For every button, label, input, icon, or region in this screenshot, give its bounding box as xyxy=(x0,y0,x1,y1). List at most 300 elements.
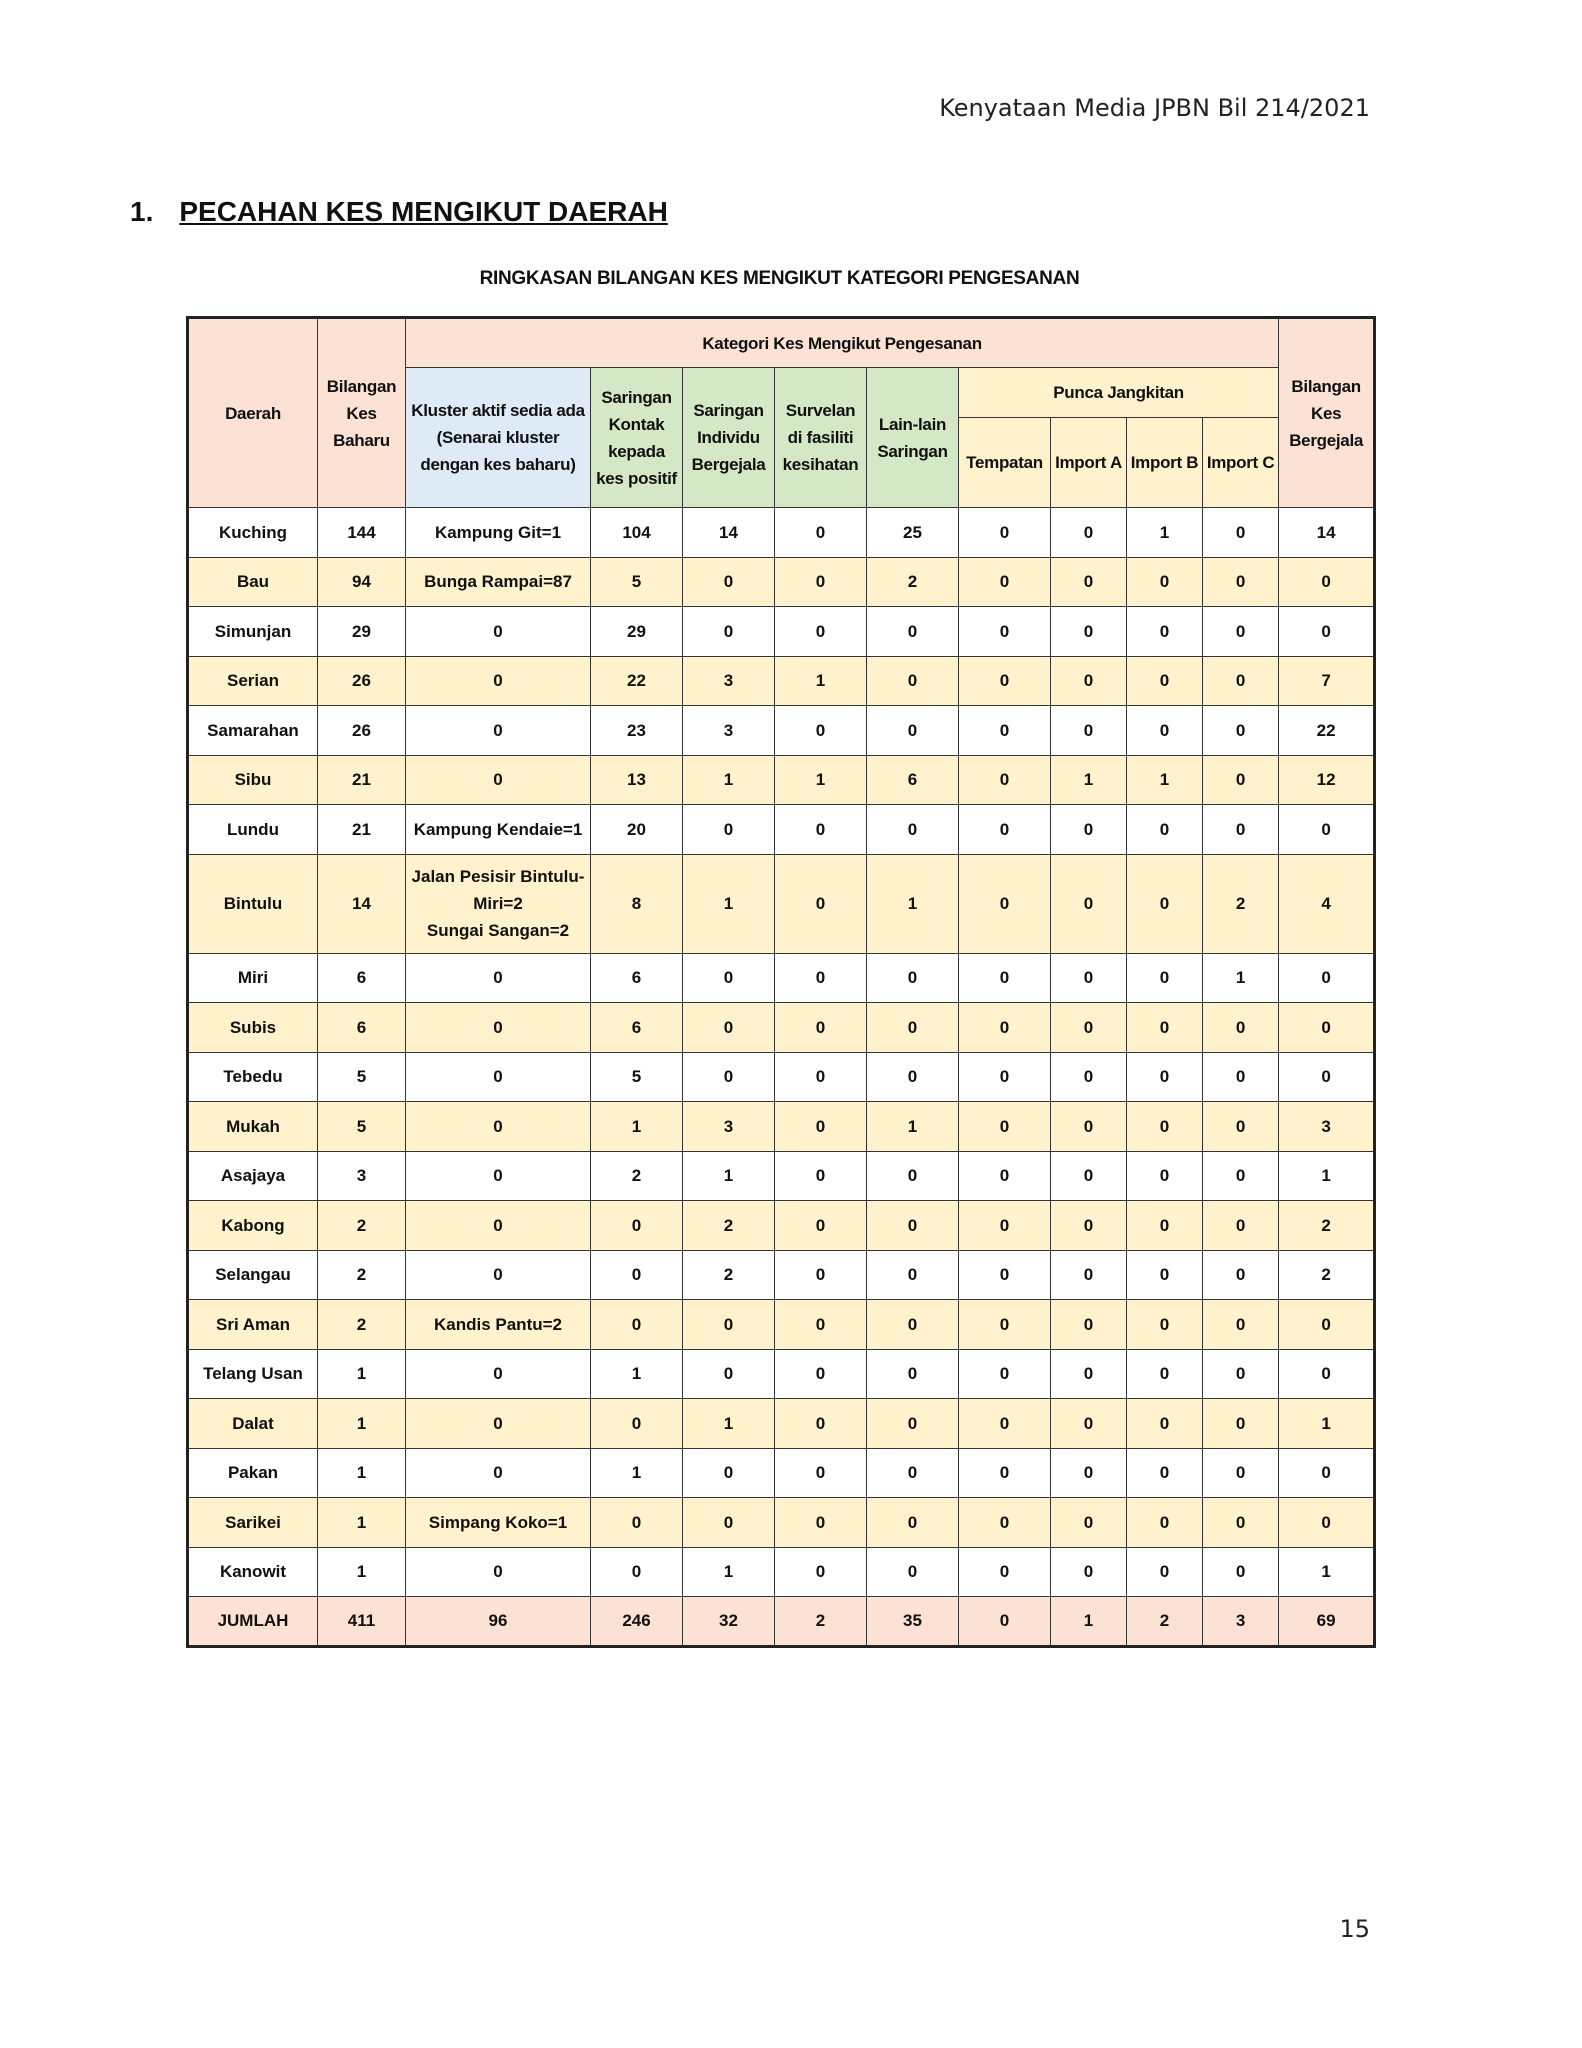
document-reference: Kenyataan Media JPBN Bil 214/2021 xyxy=(939,94,1370,122)
cell-saringan-individu: 0 xyxy=(683,1052,775,1102)
cell-import-b: 0 xyxy=(1127,557,1203,607)
total-survelan: 2 xyxy=(775,1597,867,1647)
cell-bilangan-kes-baharu: 21 xyxy=(318,755,406,805)
cell-survelan: 1 xyxy=(775,755,867,805)
cell-saringan-kontak: 0 xyxy=(591,1547,683,1597)
cell-bilangan-kes-baharu: 2 xyxy=(318,1250,406,1300)
cell-survelan: 0 xyxy=(775,1052,867,1102)
cell-bilangan-kes-bergejala: 0 xyxy=(1279,1349,1375,1399)
header-survelan: Survelan di fasiliti kesihatan xyxy=(775,368,867,508)
header-lain-lain: Lain-lain Saringan xyxy=(867,368,959,508)
table-row xyxy=(188,706,1375,756)
cell-tempatan: 0 xyxy=(959,1349,1051,1399)
cell-import-b: 0 xyxy=(1127,656,1203,706)
cell-daerah: Sarikei xyxy=(188,1498,318,1548)
cell-import-b: 0 xyxy=(1127,1102,1203,1152)
cell-daerah: Dalat xyxy=(188,1399,318,1449)
cell-daerah: Pakan xyxy=(188,1448,318,1498)
cell-saringan-individu: 0 xyxy=(683,1349,775,1399)
cell-daerah: Lundu xyxy=(188,805,318,855)
cell-import-b: 0 xyxy=(1127,1052,1203,1102)
header-import-b: Import B xyxy=(1127,418,1203,508)
cell-import-b: 0 xyxy=(1127,1399,1203,1449)
table-row xyxy=(188,953,1375,1003)
cell-kluster: 0 xyxy=(406,1102,591,1152)
cell-import-a: 0 xyxy=(1051,656,1127,706)
total-bilangan-kes-bergejala: 69 xyxy=(1279,1597,1375,1647)
cell-bilangan-kes-baharu: 5 xyxy=(318,1102,406,1152)
cell-tempatan: 0 xyxy=(959,1003,1051,1053)
total-saringan-kontak: 246 xyxy=(591,1597,683,1647)
cell-saringan-individu: 1 xyxy=(683,1399,775,1449)
cell-bilangan-kes-baharu: 21 xyxy=(318,805,406,855)
cell-survelan: 0 xyxy=(775,953,867,1003)
cell-bilangan-kes-baharu: 6 xyxy=(318,1003,406,1053)
cell-saringan-kontak: 0 xyxy=(591,1201,683,1251)
cell-bilangan-kes-bergejala: 3 xyxy=(1279,1102,1375,1152)
cell-bilangan-kes-bergejala: 0 xyxy=(1279,607,1375,657)
cell-bilangan-kes-bergejala: 0 xyxy=(1279,805,1375,855)
table-row xyxy=(188,1052,1375,1102)
cell-import-b: 0 xyxy=(1127,607,1203,657)
cell-survelan: 0 xyxy=(775,854,867,953)
cell-bilangan-kes-bergejala: 14 xyxy=(1279,508,1375,558)
cell-saringan-individu: 3 xyxy=(683,656,775,706)
cell-lain-lain: 0 xyxy=(867,1448,959,1498)
cell-bilangan-kes-bergejala: 0 xyxy=(1279,1003,1375,1053)
cell-saringan-kontak: 23 xyxy=(591,706,683,756)
cell-kluster: Kandis Pantu=2 xyxy=(406,1300,591,1350)
table-row xyxy=(188,805,1375,855)
cell-tempatan: 0 xyxy=(959,1250,1051,1300)
cell-lain-lain: 0 xyxy=(867,953,959,1003)
table-row xyxy=(188,607,1375,657)
cell-saringan-kontak: 0 xyxy=(591,1250,683,1300)
cell-bilangan-kes-baharu: 1 xyxy=(318,1448,406,1498)
cell-import-a: 0 xyxy=(1051,854,1127,953)
cell-import-b: 1 xyxy=(1127,508,1203,558)
cell-import-c: 0 xyxy=(1203,1498,1279,1548)
cell-import-a: 0 xyxy=(1051,706,1127,756)
cell-saringan-individu: 0 xyxy=(683,1498,775,1548)
cell-import-c: 0 xyxy=(1203,1250,1279,1300)
header-saringan-individu: Saringan Individu Bergejala xyxy=(683,368,775,508)
cell-import-a: 0 xyxy=(1051,1349,1127,1399)
cell-daerah: Kabong xyxy=(188,1201,318,1251)
cell-saringan-kontak: 5 xyxy=(591,557,683,607)
cell-import-b: 0 xyxy=(1127,1201,1203,1251)
header-bilangan-kes-baharu: Bilangan Kes Baharu xyxy=(318,318,406,508)
cell-saringan-kontak: 6 xyxy=(591,1003,683,1053)
cell-import-c: 0 xyxy=(1203,607,1279,657)
cell-kluster: 0 xyxy=(406,755,591,805)
cell-import-c: 0 xyxy=(1203,1052,1279,1102)
cell-bilangan-kes-baharu: 14 xyxy=(318,854,406,953)
cell-lain-lain: 0 xyxy=(867,1250,959,1300)
cell-tempatan: 0 xyxy=(959,1547,1051,1597)
cell-tempatan: 0 xyxy=(959,1151,1051,1201)
cell-tempatan: 0 xyxy=(959,1201,1051,1251)
cell-tempatan: 0 xyxy=(959,1399,1051,1449)
cell-lain-lain: 0 xyxy=(867,1300,959,1350)
total-row xyxy=(188,1597,1375,1647)
cell-lain-lain: 0 xyxy=(867,1151,959,1201)
cell-saringan-kontak: 0 xyxy=(591,1399,683,1449)
cell-saringan-kontak: 13 xyxy=(591,755,683,805)
cell-survelan: 0 xyxy=(775,1151,867,1201)
table-row xyxy=(188,1300,1375,1350)
cell-tempatan: 0 xyxy=(959,1498,1051,1548)
header-import-a: Import A xyxy=(1051,418,1127,508)
cell-bilangan-kes-baharu: 94 xyxy=(318,557,406,607)
cell-bilangan-kes-baharu: 144 xyxy=(318,508,406,558)
cell-import-a: 0 xyxy=(1051,1448,1127,1498)
cell-daerah: Telang Usan xyxy=(188,1349,318,1399)
cell-bilangan-kes-bergejala: 0 xyxy=(1279,1448,1375,1498)
cell-daerah: Kuching xyxy=(188,508,318,558)
cases-table xyxy=(186,316,1376,1648)
header-kluster: Kluster aktif sedia ada (Senarai kluster dengan kes baharu) xyxy=(406,368,591,508)
cell-survelan: 0 xyxy=(775,607,867,657)
total-daerah: JUMLAH xyxy=(188,1597,318,1647)
table-row xyxy=(188,1151,1375,1201)
cell-import-c: 0 xyxy=(1203,755,1279,805)
cell-bilangan-kes-baharu: 29 xyxy=(318,607,406,657)
cell-lain-lain: 0 xyxy=(867,706,959,756)
cell-survelan: 0 xyxy=(775,1547,867,1597)
cell-kluster: 0 xyxy=(406,607,591,657)
cell-saringan-kontak: 0 xyxy=(591,1300,683,1350)
cell-import-c: 0 xyxy=(1203,508,1279,558)
cell-import-a: 1 xyxy=(1051,755,1127,805)
cell-kluster: 0 xyxy=(406,1250,591,1300)
table-row xyxy=(188,1448,1375,1498)
cell-bilangan-kes-baharu: 2 xyxy=(318,1300,406,1350)
cell-daerah: Serian xyxy=(188,656,318,706)
cell-import-b: 1 xyxy=(1127,755,1203,805)
cell-lain-lain: 0 xyxy=(867,1498,959,1548)
cell-bilangan-kes-baharu: 2 xyxy=(318,1201,406,1251)
cell-bilangan-kes-bergejala: 4 xyxy=(1279,854,1375,953)
cell-tempatan: 0 xyxy=(959,854,1051,953)
cell-import-a: 0 xyxy=(1051,1300,1127,1350)
cell-saringan-kontak: 22 xyxy=(591,656,683,706)
cell-import-b: 0 xyxy=(1127,854,1203,953)
cell-saringan-kontak: 1 xyxy=(591,1102,683,1152)
cell-saringan-individu: 3 xyxy=(683,706,775,756)
cell-import-b: 0 xyxy=(1127,1448,1203,1498)
table-row xyxy=(188,1102,1375,1152)
cell-saringan-individu: 2 xyxy=(683,1250,775,1300)
table-caption: RINGKASAN BILANGAN KES MENGIKUT KATEGORI PENGESANAN xyxy=(479,268,1080,289)
cell-saringan-individu: 1 xyxy=(683,755,775,805)
table-row xyxy=(188,755,1375,805)
cell-bilangan-kes-bergejala: 0 xyxy=(1279,1300,1375,1350)
cell-lain-lain: 1 xyxy=(867,854,959,953)
cell-survelan: 0 xyxy=(775,1498,867,1548)
cell-bilangan-kes-baharu: 1 xyxy=(318,1498,406,1548)
cell-saringan-individu: 0 xyxy=(683,557,775,607)
cell-kluster: 0 xyxy=(406,1399,591,1449)
cell-saringan-individu: 0 xyxy=(683,1448,775,1498)
cell-import-c: 0 xyxy=(1203,1003,1279,1053)
cell-import-a: 0 xyxy=(1051,1201,1127,1251)
cell-kluster: Kampung Git=1 xyxy=(406,508,591,558)
cell-saringan-kontak: 1 xyxy=(591,1349,683,1399)
cell-saringan-individu: 0 xyxy=(683,1300,775,1350)
cell-kluster: 0 xyxy=(406,1052,591,1102)
cell-saringan-individu: 0 xyxy=(683,607,775,657)
section-title: PECAHAN KES MENGIKUT DAERAH xyxy=(179,196,668,227)
cell-survelan: 0 xyxy=(775,1349,867,1399)
cell-import-c: 1 xyxy=(1203,953,1279,1003)
cell-tempatan: 0 xyxy=(959,508,1051,558)
cell-bilangan-kes-bergejala: 2 xyxy=(1279,1250,1375,1300)
cell-kluster: Jalan Pesisir Bintulu-Miri=2 Sungai Sangan=2 xyxy=(406,854,591,953)
cell-import-a: 0 xyxy=(1051,1151,1127,1201)
cell-daerah: Miri xyxy=(188,953,318,1003)
cell-kluster: 0 xyxy=(406,656,591,706)
total-kluster: 96 xyxy=(406,1597,591,1647)
cell-tempatan: 0 xyxy=(959,1300,1051,1350)
table-row xyxy=(188,1349,1375,1399)
table-row xyxy=(188,1399,1375,1449)
cell-kluster: 0 xyxy=(406,1448,591,1498)
cell-import-a: 0 xyxy=(1051,1250,1127,1300)
cell-kluster: 0 xyxy=(406,1151,591,1201)
cell-survelan: 0 xyxy=(775,1250,867,1300)
cell-survelan: 0 xyxy=(775,1300,867,1350)
cell-saringan-kontak: 2 xyxy=(591,1151,683,1201)
cell-survelan: 0 xyxy=(775,1003,867,1053)
cell-bilangan-kes-bergejala: 1 xyxy=(1279,1547,1375,1597)
cell-import-c: 0 xyxy=(1203,1547,1279,1597)
cell-saringan-kontak: 0 xyxy=(591,1498,683,1548)
cell-kluster: 0 xyxy=(406,1547,591,1597)
cell-import-b: 0 xyxy=(1127,1300,1203,1350)
total-tempatan: 0 xyxy=(959,1597,1051,1647)
cell-tempatan: 0 xyxy=(959,755,1051,805)
cell-lain-lain: 0 xyxy=(867,1201,959,1251)
cell-import-c: 0 xyxy=(1203,1448,1279,1498)
header-bilangan-kes-bergejala: Bilangan Kes Bergejala xyxy=(1279,318,1375,508)
cell-daerah: Sri Aman xyxy=(188,1300,318,1350)
cell-bilangan-kes-bergejala: 0 xyxy=(1279,1498,1375,1548)
cell-tempatan: 0 xyxy=(959,953,1051,1003)
cell-kluster: Simpang Koko=1 xyxy=(406,1498,591,1548)
cell-survelan: 0 xyxy=(775,508,867,558)
cell-lain-lain: 0 xyxy=(867,656,959,706)
cell-saringan-kontak: 20 xyxy=(591,805,683,855)
cell-import-a: 0 xyxy=(1051,953,1127,1003)
cell-bilangan-kes-baharu: 3 xyxy=(318,1151,406,1201)
cell-bilangan-kes-baharu: 1 xyxy=(318,1547,406,1597)
cell-saringan-kontak: 6 xyxy=(591,953,683,1003)
cell-kluster: 0 xyxy=(406,953,591,1003)
cell-lain-lain: 6 xyxy=(867,755,959,805)
cell-import-b: 0 xyxy=(1127,805,1203,855)
cell-import-c: 0 xyxy=(1203,805,1279,855)
cell-import-a: 0 xyxy=(1051,1052,1127,1102)
table-row xyxy=(188,508,1375,558)
cell-saringan-individu: 1 xyxy=(683,1547,775,1597)
table-row xyxy=(188,1498,1375,1548)
table-row xyxy=(188,1250,1375,1300)
cell-import-b: 0 xyxy=(1127,706,1203,756)
cell-import-a: 0 xyxy=(1051,1399,1127,1449)
cell-lain-lain: 0 xyxy=(867,1547,959,1597)
cell-saringan-individu: 0 xyxy=(683,805,775,855)
cell-import-c: 0 xyxy=(1203,557,1279,607)
table-row xyxy=(188,1003,1375,1053)
cell-bilangan-kes-bergejala: 2 xyxy=(1279,1201,1375,1251)
cell-lain-lain: 2 xyxy=(867,557,959,607)
cell-bilangan-kes-baharu: 26 xyxy=(318,656,406,706)
cell-daerah: Mukah xyxy=(188,1102,318,1152)
cell-import-a: 0 xyxy=(1051,557,1127,607)
cell-bilangan-kes-baharu: 6 xyxy=(318,953,406,1003)
cell-tempatan: 0 xyxy=(959,1102,1051,1152)
cell-bilangan-kes-bergejala: 12 xyxy=(1279,755,1375,805)
cell-bilangan-kes-bergejala: 0 xyxy=(1279,557,1375,607)
cell-import-a: 0 xyxy=(1051,607,1127,657)
cell-tempatan: 0 xyxy=(959,1448,1051,1498)
cell-survelan: 0 xyxy=(775,1102,867,1152)
cell-saringan-individu: 2 xyxy=(683,1201,775,1251)
cell-bilangan-kes-bergejala: 7 xyxy=(1279,656,1375,706)
cell-survelan: 0 xyxy=(775,1201,867,1251)
cell-bilangan-kes-bergejala: 0 xyxy=(1279,1052,1375,1102)
cell-import-a: 0 xyxy=(1051,508,1127,558)
cell-daerah: Selangau xyxy=(188,1250,318,1300)
table-row xyxy=(188,557,1375,607)
table-row xyxy=(188,1547,1375,1597)
cell-kluster: 0 xyxy=(406,706,591,756)
cell-saringan-individu: 0 xyxy=(683,1003,775,1053)
cell-bilangan-kes-baharu: 26 xyxy=(318,706,406,756)
cell-bilangan-kes-bergejala: 1 xyxy=(1279,1151,1375,1201)
cell-import-a: 0 xyxy=(1051,1003,1127,1053)
cell-kluster: 0 xyxy=(406,1201,591,1251)
cell-lain-lain: 0 xyxy=(867,1399,959,1449)
header-saringan-kontak: Saringan Kontak kepada kes positif xyxy=(591,368,683,508)
cell-bilangan-kes-bergejala: 0 xyxy=(1279,953,1375,1003)
cell-import-c: 0 xyxy=(1203,1349,1279,1399)
table-body xyxy=(188,508,1375,1647)
header-punca-jangkitan: Punca Jangkitan xyxy=(959,368,1279,418)
cell-kluster: Kampung Kendaie=1 xyxy=(406,805,591,855)
cell-saringan-individu: 14 xyxy=(683,508,775,558)
cell-import-a: 0 xyxy=(1051,805,1127,855)
cell-daerah: Simunjan xyxy=(188,607,318,657)
cell-tempatan: 0 xyxy=(959,706,1051,756)
cell-import-c: 0 xyxy=(1203,1151,1279,1201)
cell-saringan-kontak: 5 xyxy=(591,1052,683,1102)
header-import-c: Import C xyxy=(1203,418,1279,508)
total-import-b: 2 xyxy=(1127,1597,1203,1647)
cell-lain-lain: 25 xyxy=(867,508,959,558)
cell-tempatan: 0 xyxy=(959,1052,1051,1102)
cell-import-b: 0 xyxy=(1127,1349,1203,1399)
cell-lain-lain: 0 xyxy=(867,607,959,657)
cell-bilangan-kes-bergejala: 22 xyxy=(1279,706,1375,756)
cell-daerah: Tebedu xyxy=(188,1052,318,1102)
cell-import-c: 0 xyxy=(1203,1201,1279,1251)
cell-daerah: Bintulu xyxy=(188,854,318,953)
cell-tempatan: 0 xyxy=(959,805,1051,855)
cell-saringan-individu: 1 xyxy=(683,854,775,953)
cell-saringan-individu: 1 xyxy=(683,1151,775,1201)
header-daerah: Daerah xyxy=(188,318,318,508)
cell-lain-lain: 0 xyxy=(867,1052,959,1102)
section-number: 1. xyxy=(130,196,154,227)
cell-import-a: 0 xyxy=(1051,1102,1127,1152)
cell-bilangan-kes-baharu: 1 xyxy=(318,1399,406,1449)
cell-saringan-kontak: 29 xyxy=(591,607,683,657)
cell-survelan: 0 xyxy=(775,557,867,607)
total-import-c: 3 xyxy=(1203,1597,1279,1647)
cell-lain-lain: 0 xyxy=(867,1349,959,1399)
header-kategori: Kategori Kes Mengikut Pengesanan xyxy=(406,318,1279,368)
cell-daerah: Sibu xyxy=(188,755,318,805)
cell-kluster: 0 xyxy=(406,1003,591,1053)
cell-lain-lain: 0 xyxy=(867,1003,959,1053)
table-row xyxy=(188,1201,1375,1251)
cell-daerah: Subis xyxy=(188,1003,318,1053)
cell-import-c: 0 xyxy=(1203,1399,1279,1449)
cell-bilangan-kes-baharu: 5 xyxy=(318,1052,406,1102)
cell-survelan: 1 xyxy=(775,656,867,706)
cell-import-c: 0 xyxy=(1203,706,1279,756)
cell-import-b: 0 xyxy=(1127,1250,1203,1300)
cell-import-c: 2 xyxy=(1203,854,1279,953)
cell-saringan-kontak: 104 xyxy=(591,508,683,558)
cell-import-c: 0 xyxy=(1203,1102,1279,1152)
cell-import-b: 0 xyxy=(1127,1498,1203,1548)
cell-daerah: Bau xyxy=(188,557,318,607)
cell-lain-lain: 1 xyxy=(867,1102,959,1152)
total-import-a: 1 xyxy=(1051,1597,1127,1647)
cell-tempatan: 0 xyxy=(959,656,1051,706)
cell-survelan: 0 xyxy=(775,1399,867,1449)
cell-saringan-individu: 0 xyxy=(683,953,775,1003)
cell-survelan: 0 xyxy=(775,706,867,756)
cell-import-c: 0 xyxy=(1203,1300,1279,1350)
header-tempatan: Tempatan xyxy=(959,418,1051,508)
total-bilangan-kes-baharu: 411 xyxy=(318,1597,406,1647)
cell-tempatan: 0 xyxy=(959,557,1051,607)
cell-saringan-individu: 3 xyxy=(683,1102,775,1152)
table-row xyxy=(188,854,1375,953)
cell-import-a: 0 xyxy=(1051,1547,1127,1597)
total-lain-lain: 35 xyxy=(867,1597,959,1647)
cell-import-b: 0 xyxy=(1127,953,1203,1003)
table-row xyxy=(188,656,1375,706)
cell-daerah: Samarahan xyxy=(188,706,318,756)
cell-kluster: 0 xyxy=(406,1349,591,1399)
cell-saringan-kontak: 8 xyxy=(591,854,683,953)
cell-daerah: Kanowit xyxy=(188,1547,318,1597)
cell-import-b: 0 xyxy=(1127,1003,1203,1053)
page-number: 15 xyxy=(1339,1915,1370,1943)
cell-daerah: Asajaya xyxy=(188,1151,318,1201)
cell-bilangan-kes-baharu: 1 xyxy=(318,1349,406,1399)
cell-lain-lain: 0 xyxy=(867,805,959,855)
cell-bilangan-kes-bergejala: 1 xyxy=(1279,1399,1375,1449)
cell-import-a: 0 xyxy=(1051,1498,1127,1548)
cell-survelan: 0 xyxy=(775,1448,867,1498)
cell-kluster: Bunga Rampai=87 xyxy=(406,557,591,607)
